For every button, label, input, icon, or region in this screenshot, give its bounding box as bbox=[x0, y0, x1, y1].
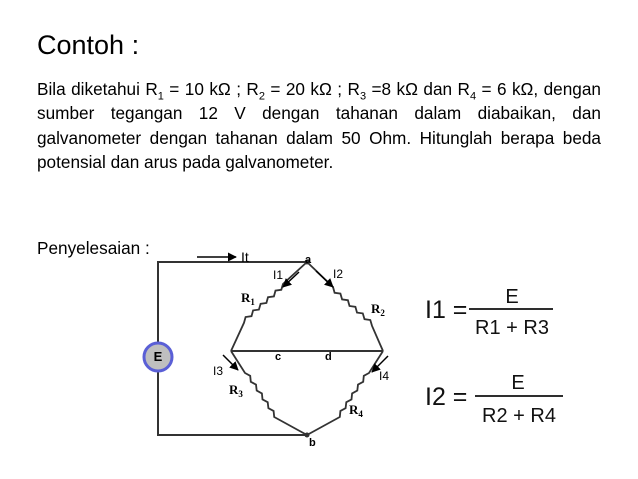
current-i4-label: I4 bbox=[379, 369, 390, 383]
r1-label: $R_1$ bbox=[241, 290, 255, 307]
problem-statement: Bila diketahui $R_1 = 10$ kΩ ; $R_2 = 20$ kΩ ; $R_3 =8$ kΩ dan $R_4 = 6$ kΩ, dengan sumber tegangan 12 V dengan tahanan dalam diabaikan, dan galvanometer dengan tahanan dalam 50 Ohm. Hitunglah berapa beda potensial dan arus pada galvanometer. bbox=[37, 79, 601, 173]
node-d-label: d bbox=[325, 351, 332, 363]
solution-label: Penyelesaian : bbox=[37, 238, 150, 258]
formula-i2 bbox=[425, 372, 563, 427]
formula-i1-numerator: E bbox=[505, 286, 519, 308]
slide-title: Contoh : bbox=[37, 30, 140, 60]
source-label: E bbox=[153, 349, 163, 364]
total-current-label: It bbox=[241, 249, 249, 265]
r4-label: $R_4$ bbox=[349, 402, 363, 419]
current-i2-arrow bbox=[316, 271, 333, 287]
node-b-label: b bbox=[309, 437, 316, 449]
formula-i2-numerator: E bbox=[511, 372, 525, 394]
current-i1-arrow bbox=[283, 272, 299, 287]
current-i2-label: I2 bbox=[333, 267, 344, 281]
formula-i1-lhs: I1 = bbox=[425, 296, 468, 324]
r3-label: $R_3$ bbox=[229, 382, 243, 399]
current-i3-label: I3 bbox=[213, 364, 224, 378]
node-c-label: c bbox=[275, 351, 282, 363]
current-i1-label: I1 bbox=[273, 268, 284, 282]
voltage-source bbox=[144, 343, 172, 371]
formula-i2-denominator: R2 + R4 bbox=[482, 405, 556, 427]
resistor-r4 bbox=[307, 351, 383, 435]
formula-i1-denominator: R1 + R3 bbox=[475, 317, 549, 339]
node-a-label: a bbox=[305, 254, 312, 266]
r2-label: $R_2$ bbox=[371, 301, 385, 318]
formula-i1 bbox=[425, 286, 553, 339]
formula-i2-lhs: I2 = bbox=[425, 383, 468, 411]
